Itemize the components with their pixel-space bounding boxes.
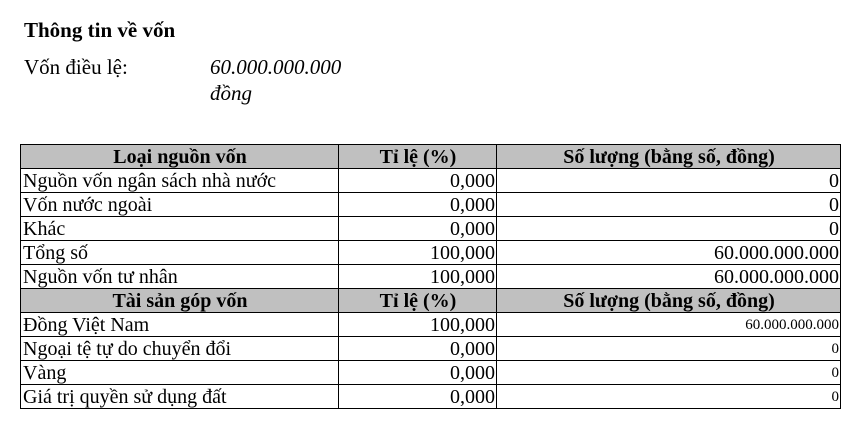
charter-capital-value: 60.000.000.000 đồng	[210, 55, 342, 105]
sources-header-row	[21, 145, 841, 169]
assets-header-ratio: Tỉ lệ (%)	[339, 289, 497, 313]
asset-ratio: 0,000	[339, 361, 497, 385]
asset-name: Đồng Việt Nam	[21, 313, 339, 337]
source-ratio: 0,000	[339, 193, 497, 217]
source-ratio: 0,000	[339, 217, 497, 241]
sources-header-type: Loại nguồn vốn	[21, 145, 339, 169]
asset-amount: 0	[497, 361, 841, 385]
table-row	[21, 217, 841, 241]
table-row	[21, 385, 841, 409]
table-row	[21, 337, 841, 361]
source-name: Nguồn vốn ngân sách nhà nước	[21, 169, 339, 193]
asset-amount: 0	[497, 337, 841, 361]
asset-ratio: 0,000	[339, 337, 497, 361]
asset-amount: 60.000.000.000	[497, 313, 841, 337]
capital-table	[20, 144, 841, 409]
table-row	[21, 313, 841, 337]
asset-ratio: 100,000	[339, 313, 497, 337]
source-amount: 0	[497, 193, 841, 217]
table-row	[21, 241, 841, 265]
source-amount: 60.000.000.000	[497, 265, 841, 289]
source-ratio: 0,000	[339, 169, 497, 193]
asset-amount: 0	[497, 385, 841, 409]
table-row	[21, 169, 841, 193]
source-ratio: 100,000	[339, 241, 497, 265]
table-row	[21, 193, 841, 217]
assets-header-type: Tài sản góp vốn	[21, 289, 339, 313]
assets-header-amount: Số lượng (bằng số, đồng)	[497, 289, 841, 313]
source-name: Khác	[21, 217, 339, 241]
source-name: Nguồn vốn tư nhân	[21, 265, 339, 289]
source-ratio: 100,000	[339, 265, 497, 289]
source-amount: 0	[497, 217, 841, 241]
source-amount: 60.000.000.000	[497, 241, 841, 265]
sources-header-ratio: Tỉ lệ (%)	[339, 145, 497, 169]
table-row	[21, 265, 841, 289]
source-amount: 0	[497, 169, 841, 193]
asset-name: Ngoại tệ tự do chuyển đổi	[21, 337, 339, 361]
source-name: Tổng số	[21, 241, 339, 265]
section-title: Thông tin về vốn	[24, 18, 176, 42]
source-name: Vốn nước ngoài	[21, 193, 339, 217]
sources-header-amount: Số lượng (bằng số, đồng)	[497, 145, 841, 169]
charter-capital-label: Vốn điều lệ:	[24, 55, 128, 79]
asset-ratio: 0,000	[339, 385, 497, 409]
asset-name: Vàng	[21, 361, 339, 385]
asset-name: Giá trị quyền sử dụng đất	[21, 385, 339, 409]
table-row	[21, 361, 841, 385]
assets-header-row	[21, 289, 841, 313]
